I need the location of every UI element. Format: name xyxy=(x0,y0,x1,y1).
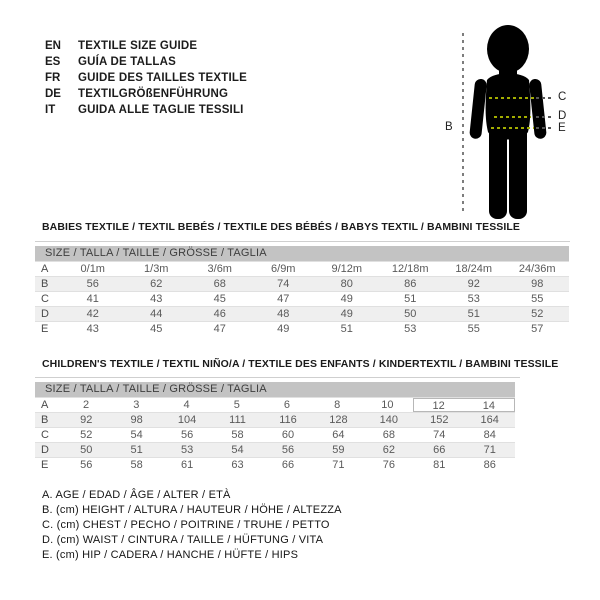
table-cell: 3/6m xyxy=(207,263,232,275)
table-cell: 24/36m xyxy=(518,263,556,275)
legend-line: D. (cm) WAIST / CINTURA / TAILLE / HÜFTUNG / VITA xyxy=(42,534,324,546)
table-cell: 62 xyxy=(382,444,395,456)
language-label: TEXTILGRÖßENFÜHRUNG xyxy=(78,88,229,100)
table-cell: 56 xyxy=(86,278,99,290)
table-cell: 98 xyxy=(130,414,143,426)
table-cell: 44 xyxy=(150,308,163,320)
table-cell: 45 xyxy=(213,293,226,305)
row-label: E xyxy=(41,459,49,471)
table-cell: 128 xyxy=(329,414,348,426)
table-cell: 52 xyxy=(80,429,93,441)
table-cell: 60 xyxy=(281,429,295,441)
table-cell: 61 xyxy=(180,459,194,471)
table-cell: 62 xyxy=(150,278,163,290)
table-row xyxy=(35,397,515,412)
language-row xyxy=(45,70,247,86)
language-label: GUIDE DES TAILLES TEXTILE xyxy=(78,72,247,84)
table-cell: 43 xyxy=(150,293,163,305)
table-cell: 42 xyxy=(86,308,99,320)
table-cell: 98 xyxy=(531,278,544,290)
table-cell: 10 xyxy=(381,399,394,411)
row-label: C xyxy=(41,293,49,305)
chest-measure-line xyxy=(489,97,534,99)
table-cell: 66 xyxy=(281,459,295,471)
table-cell: 48 xyxy=(277,308,290,320)
table-cell: 50 xyxy=(80,444,93,456)
table-cell: 51 xyxy=(130,444,143,456)
row-label: C xyxy=(41,429,49,441)
table-cell: 46 xyxy=(213,308,226,320)
table-cell: 76 xyxy=(382,459,395,471)
language-code: FR xyxy=(45,72,61,84)
table-cell: 4 xyxy=(183,399,190,411)
table-cell: 51 xyxy=(404,293,417,305)
figure-label-chest: C xyxy=(558,91,567,103)
table-cell: 14 xyxy=(464,398,515,412)
hip-lead-line xyxy=(536,127,554,129)
table-cell: 64 xyxy=(332,429,345,441)
height-measure-line xyxy=(462,33,464,215)
table-cell: 56 xyxy=(180,429,194,441)
table-cell: 6 xyxy=(283,399,291,411)
table-cell: 49 xyxy=(340,308,353,320)
table-cell: 71 xyxy=(483,444,496,456)
language-code: ES xyxy=(45,56,61,68)
table-cell: 58 xyxy=(130,459,143,471)
table-cell: 164 xyxy=(480,414,499,426)
table-cell: 116 xyxy=(279,414,297,426)
table-cell: 6/9m xyxy=(271,263,296,275)
table-cell: 54 xyxy=(231,444,244,456)
table-cell: 0/1m xyxy=(80,263,105,275)
table-cell: 51 xyxy=(340,323,353,335)
table-cell: 104 xyxy=(177,414,197,426)
hip-measure-line xyxy=(491,127,534,129)
table-cell: 74 xyxy=(277,278,290,290)
size-table-header: SIZE / TALLA / TAILLE / GRÖSSE / TAGLIA xyxy=(35,246,569,261)
table-cell: 53 xyxy=(467,293,480,305)
table-cell: 66 xyxy=(433,444,446,456)
language-label: TEXTILE SIZE GUIDE xyxy=(78,40,198,52)
table-cell: 12 xyxy=(413,398,464,412)
table-cell: 55 xyxy=(531,293,544,305)
table-cell: 5 xyxy=(233,399,240,411)
table-cell: 56 xyxy=(80,459,93,471)
table-cell: 57 xyxy=(531,323,544,335)
table-cell: 49 xyxy=(277,323,290,335)
table-cell: 1/3m xyxy=(144,263,169,275)
row-label: D xyxy=(41,444,49,456)
table-cell: 9/12m xyxy=(331,263,363,275)
table-row xyxy=(35,457,515,472)
legend-line: A. AGE / EDAD / ÂGE / ALTER / ETÀ xyxy=(42,489,231,501)
figure-label-hip: E xyxy=(558,122,566,134)
legend-line: C. (cm) CHEST / PECHO / POITRINE / TRUHE / PETTO xyxy=(42,519,330,531)
table-cell: 8 xyxy=(334,399,341,411)
child-silhouette-icon xyxy=(452,22,567,226)
table-row xyxy=(35,306,569,321)
table-cell: 86 xyxy=(483,459,496,471)
divider-rule xyxy=(35,241,570,242)
table-cell: 59 xyxy=(332,444,345,456)
table-row xyxy=(35,321,569,336)
table-cell: 63 xyxy=(231,459,244,471)
children-size-table xyxy=(35,382,515,472)
language-row xyxy=(45,102,247,118)
table-cell: 41 xyxy=(86,293,99,305)
table-cell: 53 xyxy=(404,323,417,335)
row-label: B xyxy=(41,414,49,426)
table-cell: 51 xyxy=(467,308,480,320)
row-label: A xyxy=(41,263,49,275)
row-label: E xyxy=(41,323,49,335)
table-cell: 18/24m xyxy=(455,263,493,275)
chest-lead-line xyxy=(536,97,554,99)
table-row xyxy=(35,442,515,457)
table-cell: 53 xyxy=(180,444,194,456)
waist-measure-line xyxy=(494,116,531,118)
table-cell: 74 xyxy=(433,429,446,441)
table-row xyxy=(35,261,569,276)
table-cell: 12/18m xyxy=(391,263,429,275)
table-cell: 68 xyxy=(382,429,395,441)
language-list xyxy=(45,38,247,118)
table-cell: 56 xyxy=(281,444,295,456)
figure-label-height: B xyxy=(445,121,453,133)
table-row xyxy=(35,412,515,427)
size-table-header: SIZE / TALLA / TAILLE / GRÖSSE / TAGLIA xyxy=(35,382,515,397)
table-cell: 58 xyxy=(231,429,244,441)
waist-lead-line xyxy=(536,116,554,118)
language-row xyxy=(45,38,247,54)
table-cell: 50 xyxy=(404,308,417,320)
table-cell: 43 xyxy=(86,323,99,335)
legend-line: B. (cm) HEIGHT / ALTURA / HAUTEUR / HÖHE / ALTEZZA xyxy=(42,504,342,516)
table-row xyxy=(35,427,515,442)
measurement-legend xyxy=(42,488,342,563)
table-cell: 47 xyxy=(213,323,226,335)
figure-label-waist: D xyxy=(558,110,567,122)
children-table-title: CHILDREN'S TEXTILE / TEXTIL NIÑO/A / TEXTILE DES ENFANTS / KINDERTEXTIL / BAMBINI TESSILE xyxy=(42,358,559,370)
table-cell: 152 xyxy=(430,414,449,426)
table-cell: 81 xyxy=(433,459,446,471)
table-cell: 3 xyxy=(133,399,140,411)
language-label: GUIDA ALLE TAGLIE TESSILI xyxy=(78,104,244,116)
table-cell: 86 xyxy=(404,278,417,290)
row-label: D xyxy=(41,308,49,320)
babies-size-table xyxy=(35,246,569,336)
row-label: B xyxy=(41,278,49,290)
table-cell: 54 xyxy=(130,429,143,441)
language-label: GUÍA DE TALLAS xyxy=(78,56,176,68)
child-figure xyxy=(430,10,600,235)
language-code: DE xyxy=(45,88,61,100)
table-cell: 49 xyxy=(340,293,353,305)
table-cell: 52 xyxy=(531,308,544,320)
table-cell: 92 xyxy=(80,414,93,426)
table-cell: 45 xyxy=(150,323,163,335)
table-cell: 80 xyxy=(340,278,353,290)
table-row xyxy=(35,276,569,291)
table-cell: 68 xyxy=(213,278,226,290)
table-cell: 2 xyxy=(83,399,90,411)
row-label: A xyxy=(41,399,49,411)
language-code: EN xyxy=(45,40,61,52)
table-row xyxy=(35,291,569,306)
legend-line: E. (cm) HIP / CADERA / HANCHE / HÜFTE / HIPS xyxy=(42,549,299,561)
language-row xyxy=(45,54,247,70)
table-cell: 55 xyxy=(467,323,480,335)
table-cell: 84 xyxy=(483,429,496,441)
divider-rule xyxy=(35,377,520,378)
language-code: IT xyxy=(45,104,56,116)
table-cell: 71 xyxy=(332,459,345,471)
language-row xyxy=(45,86,247,102)
table-cell: 47 xyxy=(277,293,290,305)
table-cell: 140 xyxy=(379,414,399,426)
babies-table-title: BABIES TEXTILE / TEXTIL BEBÉS / TEXTILE DES BÉBÉS / BABYS TEXTIL / BAMBINI TESSILE xyxy=(42,221,521,233)
table-cell: 111 xyxy=(229,414,246,426)
table-cell: 92 xyxy=(467,278,480,290)
